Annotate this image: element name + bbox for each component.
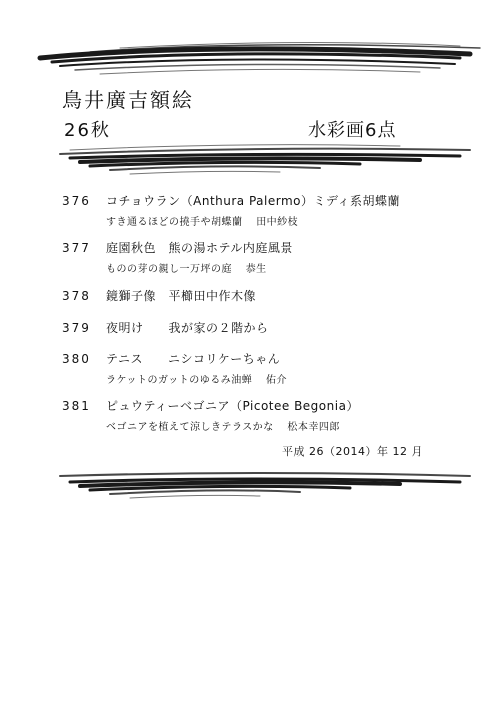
- entry-380: [62, 350, 462, 386]
- entry-379: [62, 319, 462, 336]
- entry-376: [62, 192, 462, 228]
- entry-poem: ベゴニアを植えて涼しきテラスかな: [106, 422, 274, 433]
- entry-number: 381: [62, 399, 91, 413]
- entry-title: 夜明け 我が家の２階から: [106, 321, 269, 335]
- entry-title: テニス ニシコリケーちゃん: [106, 352, 281, 366]
- entry-378: [62, 287, 462, 304]
- entry-number: 376: [62, 194, 91, 208]
- entry-title: 庭園秋色 熊の湯ホテル内庭風景: [106, 241, 293, 255]
- brush-stroke-bottom: [0, 462, 500, 522]
- publication-date: 平成 26（2014）年 12 月: [282, 445, 423, 458]
- entry-number: 378: [62, 289, 91, 303]
- entry-number: 380: [62, 352, 91, 366]
- entry-poem: ものの芽の親し一万坪の庭: [106, 264, 232, 275]
- entry-poem: ラケットのガットのゆるみ油蝉: [106, 375, 253, 386]
- entry-author: 恭生: [245, 264, 267, 275]
- entry-author: 佑介: [266, 375, 287, 386]
- entry-title: コチョウラン（Anthura Palermo）ミディ系胡蝶蘭: [106, 194, 401, 208]
- entry-number: 377: [62, 241, 91, 255]
- painting-count: 水彩画6点: [308, 120, 397, 141]
- season-label: 26秋: [64, 120, 111, 141]
- brush-stroke-middle: [0, 136, 500, 196]
- entry-title: 鏡獅子像 平櫛田中作木像: [106, 289, 257, 303]
- entry-author: 松本幸四郎: [287, 422, 340, 433]
- page-title: 鳥井廣吉額絵: [62, 88, 194, 112]
- entry-381: [62, 397, 462, 433]
- entry-title: ピュウティーベゴニア（Picotee Begonia）: [106, 399, 359, 413]
- entry-377: [62, 239, 462, 275]
- entry-number: 379: [62, 321, 91, 335]
- entry-poem: すき通るほどの撓手や胡蝶蘭: [106, 217, 243, 228]
- entry-author: 田中紗枝: [256, 217, 299, 228]
